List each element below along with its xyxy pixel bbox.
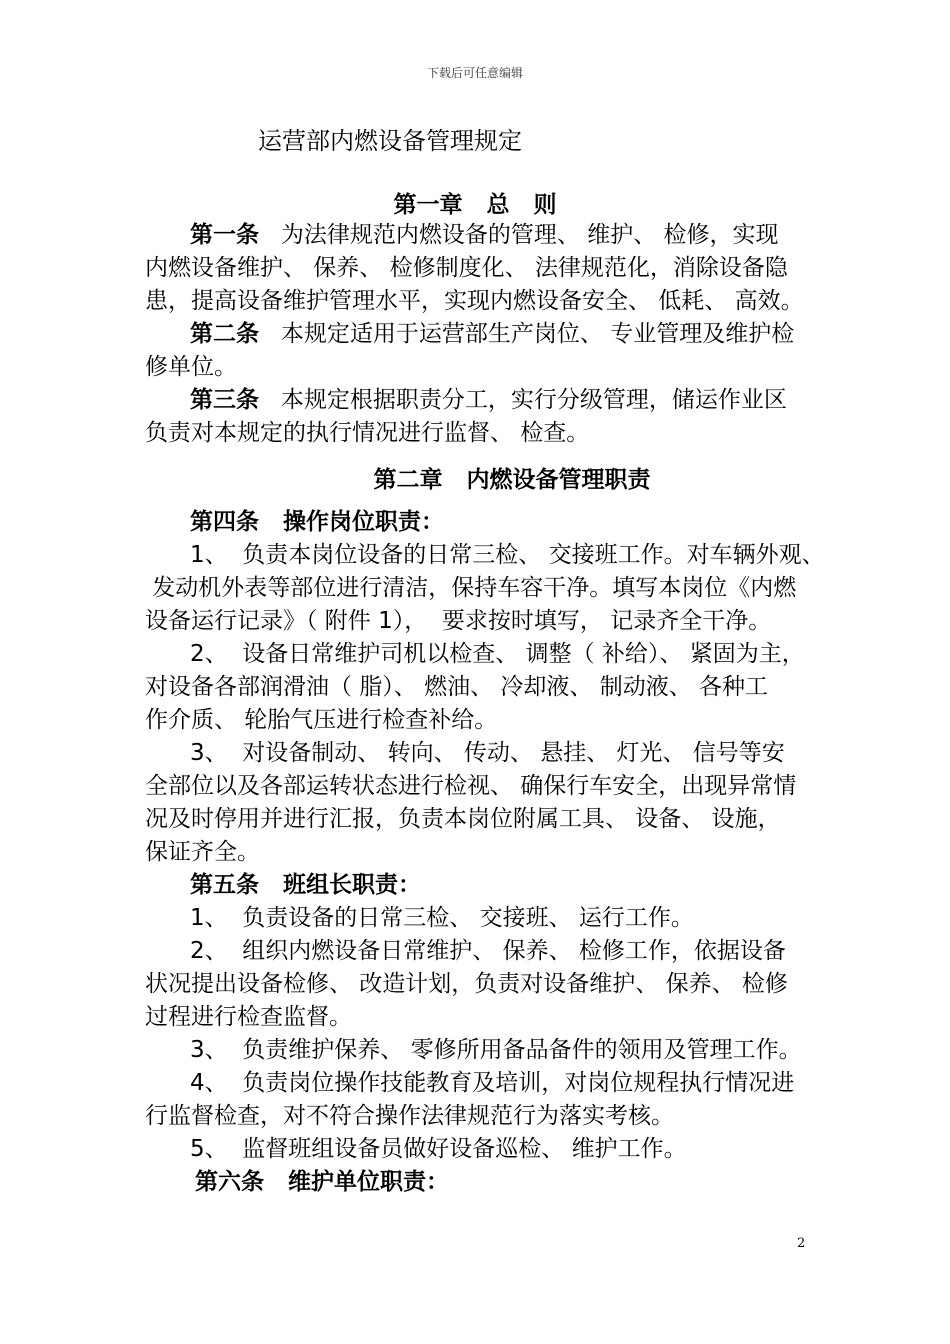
paragraph-line: 4、 负责岗位操作技能教育及培训，对岗位规程执行情况进 — [190, 1070, 795, 1096]
paragraph-line — [190, 385, 787, 415]
paragraph-line: 保证齐全。 — [145, 839, 260, 865]
paragraph-line: 发动机外表等部位进行清洁，保持车容干净。填写本岗位《内燃 — [145, 575, 797, 601]
paragraph-line: 3、 负责维护保养、 零修所用备品备件的领用及管理工作。 — [190, 1037, 802, 1063]
page-header-note: 下载后可任意编辑 — [426, 66, 523, 80]
paragraph-line: 3、 对设备制动、 转向、 传动、 悬挂、 灯光、 信号等安 — [190, 740, 785, 766]
chapter-2-heading: 第二章 内燃设备管理职责 — [373, 467, 651, 493]
paragraph-line: 行监督检查，对不符合操作法律规范行为落实考核。 — [145, 1103, 674, 1129]
paragraph-line: 作介质、 轮胎气压进行检查补给。 — [145, 707, 498, 733]
section-heading: 第五条 班组长职责： — [190, 872, 422, 898]
section-heading: 第六条 维护单位职责： — [195, 1169, 450, 1195]
paragraph-line: 2、 组织内燃设备日常维护、 保养、 检修工作，依据设备 — [190, 938, 786, 964]
section-heading: 第四条 操作岗位职责： — [190, 509, 445, 535]
paragraph-line: 修单位。 — [145, 354, 237, 380]
chapter-1-heading: 第一章 总 则 — [393, 192, 557, 218]
paragraph-line: 全部位以及各部运转状态进行检视、 确保行车安全，出现异常情 — [145, 773, 797, 799]
paragraph-line: 对设备各部润滑油（ 脂）、 燃油、 冷却液、 制动液、 各种工 — [145, 674, 769, 700]
paragraph-line: 1、 负责本岗位设备的日常三检、 交接班工作。对车辆外观、 — [190, 542, 825, 568]
paragraph-line: 况及时停用并进行汇报，负责本岗位附属工具、 设备、 设施， — [145, 806, 781, 832]
page-number: 2 — [797, 1236, 806, 1251]
article-label: 第一条 — [190, 222, 259, 248]
paragraph-line: 2、 设备日常维护司机以检查、 调整（ 补给）、 紧固为主， — [190, 641, 805, 667]
paragraph-line: 过程进行检查监督。 — [145, 1004, 352, 1030]
paragraph-line: 状况提出设备检修、 改造计划，负责对设备维护、 保养、 检修 — [145, 971, 788, 997]
line-text: 本规定适用于运营部生产岗位、 专业管理及维护检 — [259, 321, 795, 347]
line-text: 本规定根据职责分工，实行分级管理，储运作业区 — [259, 387, 787, 413]
paragraph-line — [190, 319, 794, 349]
document-title: 运营部内燃设备管理规定 — [258, 127, 522, 155]
line-text: 为法律规范内燃设备的管理、 维护、 检修，实现 — [259, 222, 779, 248]
paragraph-line: 1、 负责设备的日常三检、 交接班、 运行工作。 — [190, 905, 694, 931]
paragraph-line: 5、 监督班组设备员做好设备巡检、 维护工作。 — [190, 1136, 687, 1162]
paragraph-line: 患，提高设备维护管理水平，实现内燃设备安全、 低耗、 高效。 — [145, 288, 804, 314]
article-label: 第三条 — [190, 387, 259, 413]
paragraph-line: 负责对本规定的执行情况进行监督、 检查。 — [145, 420, 590, 446]
paragraph-line — [190, 220, 779, 250]
article-label: 第二条 — [190, 321, 259, 347]
paragraph-line: 内燃设备维护、 保养、 检修制度化、 法律规范化，消除设备隐 — [145, 255, 788, 281]
paragraph-line: 设备运行记录》（ 附件 1）， 要求按时填写， 记录齐全干净。 — [145, 608, 772, 634]
